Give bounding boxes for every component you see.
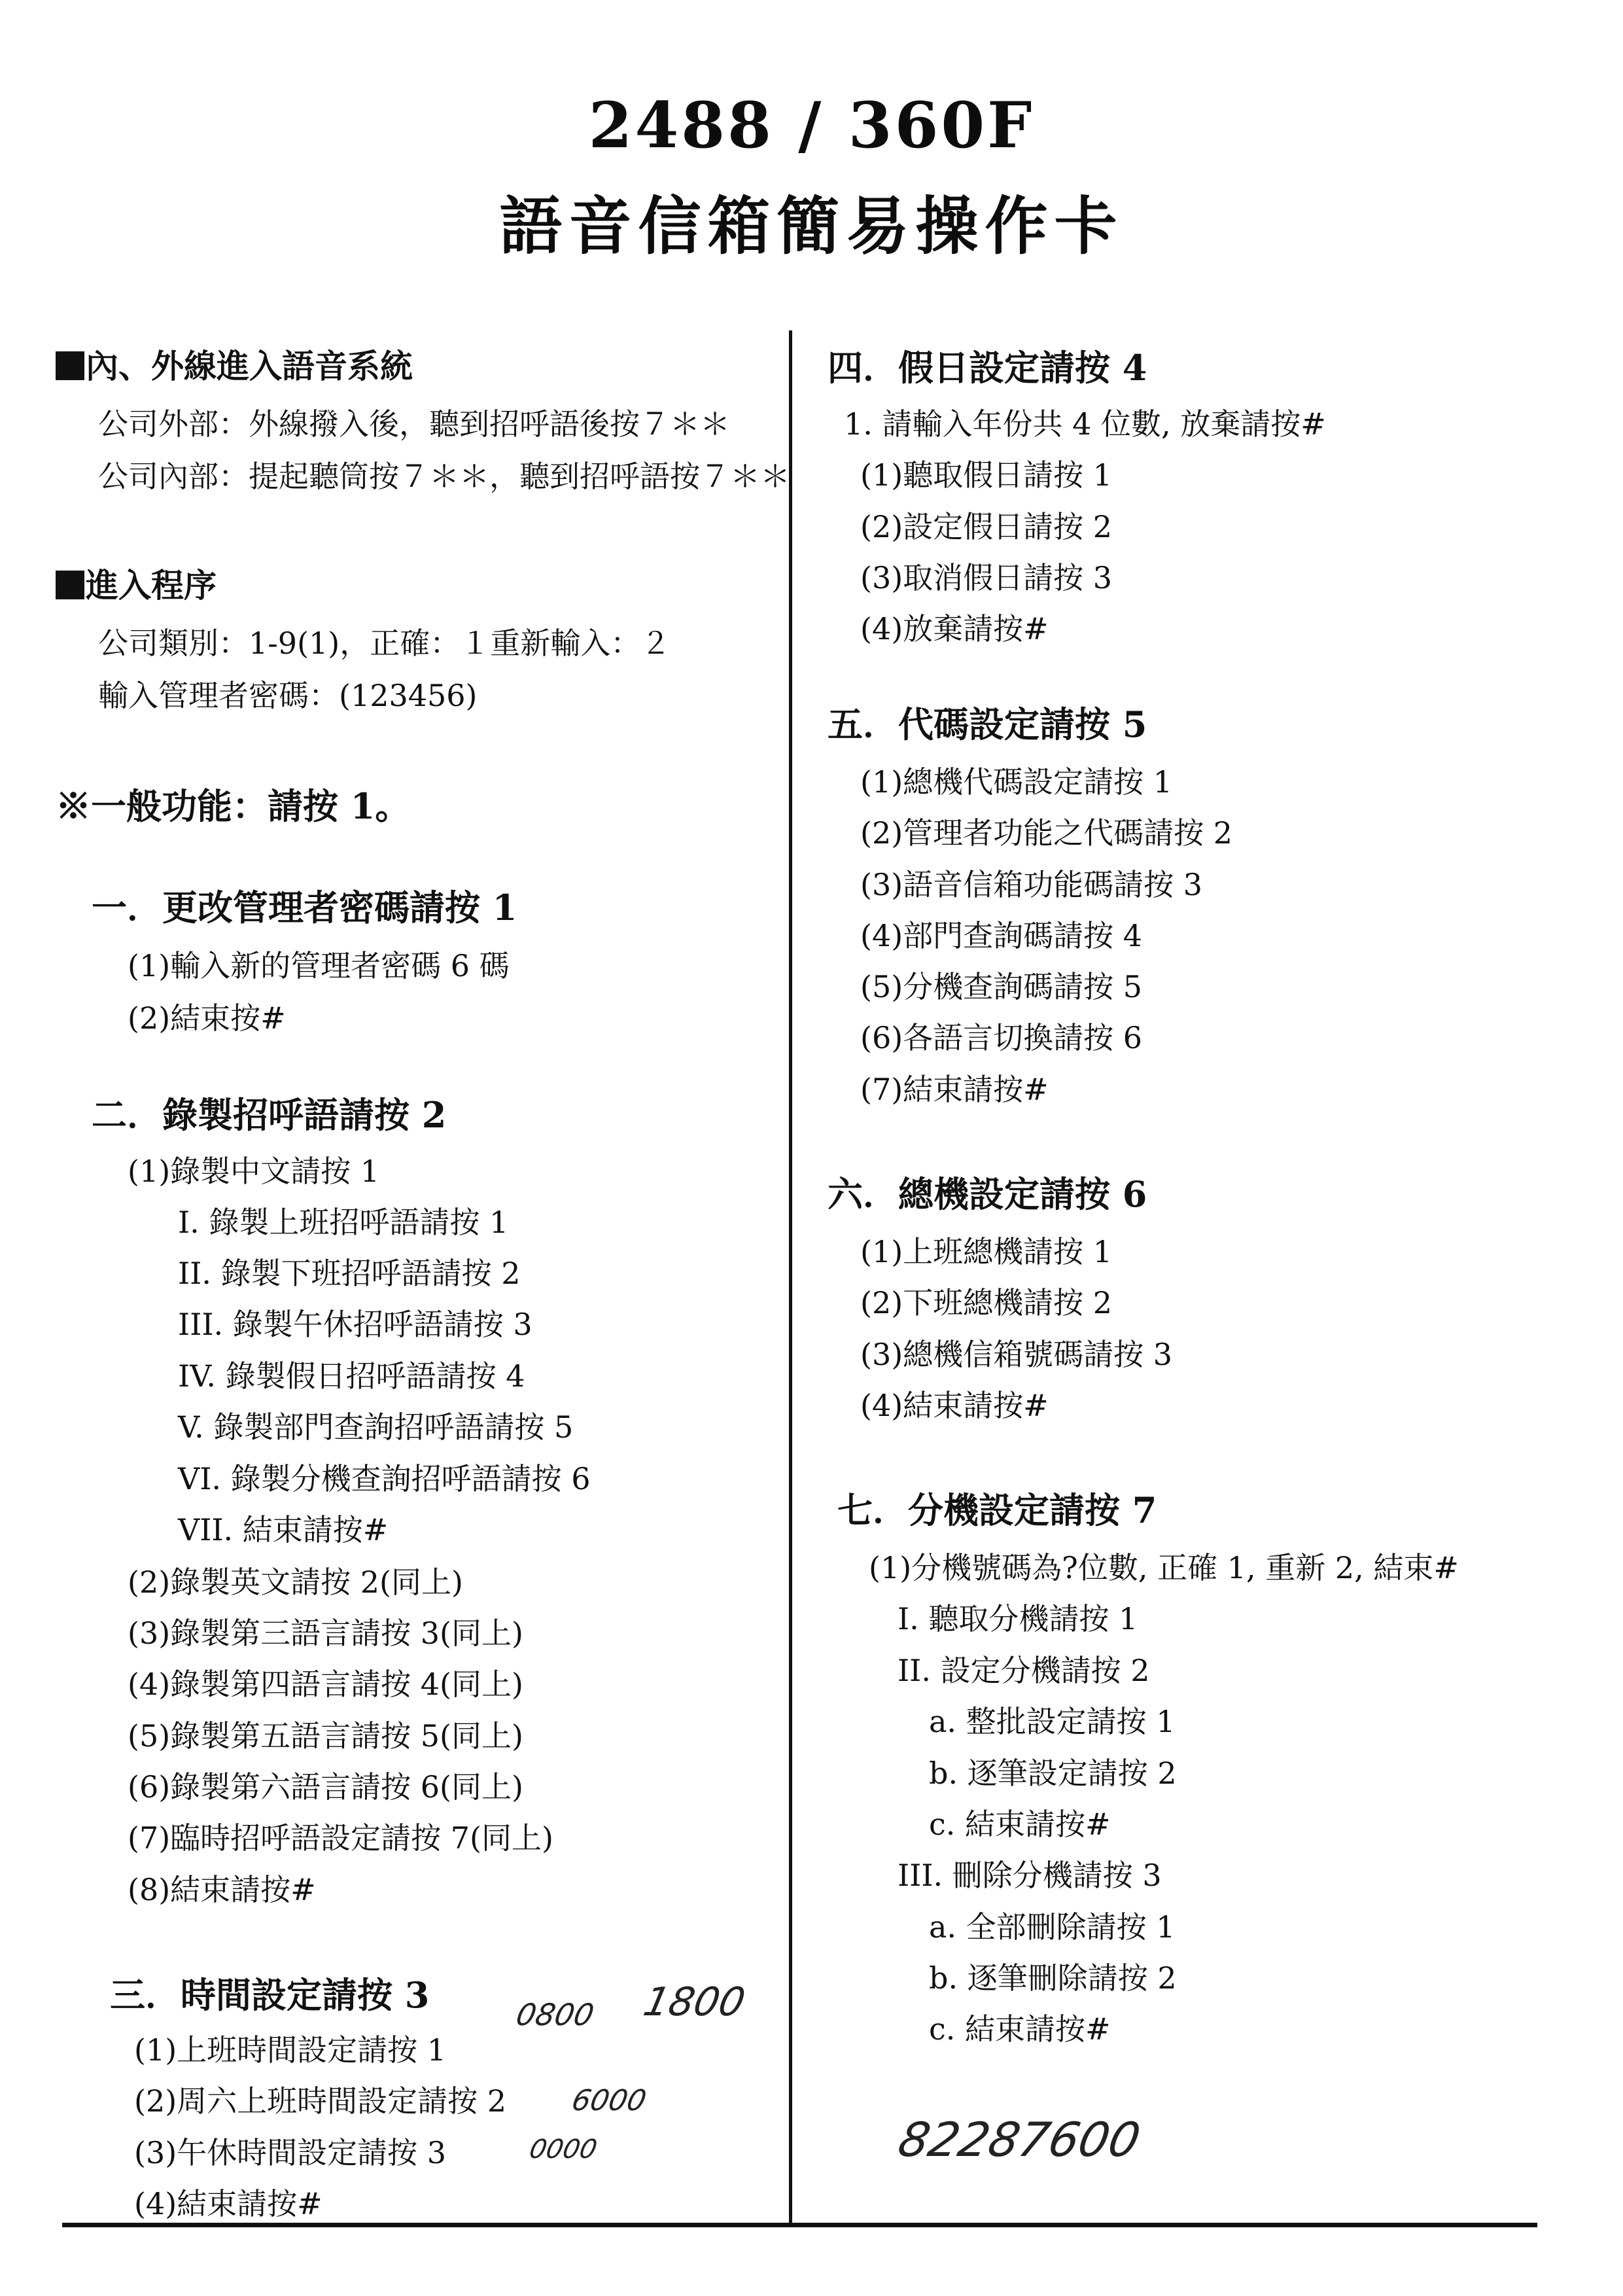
list-item: VII. 結束請按# bbox=[178, 1512, 389, 1547]
list-item: (2)錄製英文請按 2(同上) bbox=[128, 1564, 463, 1600]
list-item: (1)上班時間設定請按 1 bbox=[134, 2032, 447, 2068]
list-item: c. 結束請按# bbox=[929, 2011, 1111, 2047]
list-item: II. 設定分機請按 2 bbox=[898, 1653, 1150, 1688]
list-item: (1)分機號碼為?位數, 正確 1, 重新 2, 結束# bbox=[869, 1550, 1459, 1585]
list-item: a. 全部刪除請按 1 bbox=[929, 1909, 1176, 1945]
card-model-title: 2488 / 360F bbox=[588, 88, 1035, 162]
list-item: V. 錄製部門查詢招呼語請按 5 bbox=[178, 1409, 574, 1445]
handwritten-note: 1800 bbox=[639, 1979, 750, 2025]
list-item: (3)午休時間設定請按 3 bbox=[134, 2135, 447, 2170]
list-item: (6)各語言切換請按 6 bbox=[860, 1020, 1143, 1055]
list-item: III. 刪除分機請按 3 bbox=[898, 1858, 1162, 1893]
sec2-heading: 二．錄製招呼語請按 2 bbox=[92, 1094, 447, 1136]
list-item: (3)錄製第三語言請按 3(同上) bbox=[128, 1616, 523, 1651]
bullet-square-icon bbox=[56, 351, 84, 380]
list-item: (4)錄製第四語言請按 4(同上) bbox=[128, 1667, 523, 1702]
list-item: (2)管理者功能之代碼請按 2 bbox=[860, 815, 1233, 851]
handwritten-note: 6000 bbox=[568, 2084, 650, 2117]
general-function-heading: ※一般功能：請按 1。 bbox=[56, 785, 411, 827]
list-item: (5)錄製第五語言請按 5(同上) bbox=[128, 1718, 523, 1754]
section-heading-lines: 內、外線進入語音系統 bbox=[56, 347, 413, 386]
list-item: VI. 錄製分機查詢招呼語請按 6 bbox=[178, 1461, 591, 1496]
list-item: a. 整批設定請按 1 bbox=[929, 1704, 1176, 1739]
handwritten-note: 0000 bbox=[527, 2134, 600, 2164]
bullet-square-icon bbox=[56, 571, 84, 599]
list-item: (1)聽取假日請按 1 bbox=[860, 457, 1113, 493]
list-item: (1)輸入新的管理者密碼 6 碼 bbox=[128, 948, 510, 983]
list-item: (7)臨時招呼語設定請按 7(同上) bbox=[128, 1820, 553, 1856]
sec7-heading: 七．分機設定請按 7 bbox=[837, 1489, 1157, 1531]
list-item: (1)總機代碼設定請按 1 bbox=[860, 764, 1173, 800]
handwritten-note: 82287600 bbox=[894, 2112, 1145, 2167]
external-access-line: 公司外部：外線撥入後，聽到招呼語後按７＊＊ bbox=[98, 406, 730, 442]
list-item: 1. 請輸入年份共 4 位數, 放棄請按# bbox=[844, 406, 1326, 442]
list-item: (2)周六上班時間設定請按 2 bbox=[134, 2083, 507, 2119]
sec5-heading: 五．代碼設定請按 5 bbox=[828, 703, 1147, 745]
card-name-title: 語音信箱簡易操作卡 bbox=[499, 189, 1124, 263]
admin-password-line: 輸入管理者密碼：(123456) bbox=[98, 678, 478, 713]
list-item: b. 逐筆刪除請按 2 bbox=[929, 1960, 1177, 1996]
list-item: (2)設定假日請按 2 bbox=[860, 509, 1113, 544]
list-item: (6)錄製第六語言請按 6(同上) bbox=[128, 1769, 523, 1805]
list-item: I. 聽取分機請按 1 bbox=[898, 1601, 1138, 1636]
bottom-rule bbox=[62, 2223, 1537, 2227]
list-item: (4)結束請按# bbox=[860, 1388, 1049, 1423]
sec1-heading: 一．更改管理者密碼請按 1 bbox=[92, 887, 517, 928]
list-item: (1)錄製中文請按 1 bbox=[128, 1154, 380, 1189]
list-item: (4)結束請按# bbox=[134, 2186, 323, 2221]
list-item: b. 逐筆設定請按 2 bbox=[929, 1756, 1177, 1791]
list-item: (8)結束請按# bbox=[128, 1872, 316, 1907]
list-item: (3)語音信箱功能碼請按 3 bbox=[860, 867, 1203, 902]
list-item: (2)結束按# bbox=[128, 1000, 286, 1036]
list-item: (4)部門查詢碼請按 4 bbox=[860, 918, 1143, 953]
list-item: III. 錄製午休招呼語請按 3 bbox=[178, 1307, 532, 1342]
handwritten-note: 0800 bbox=[513, 1997, 597, 2032]
list-item: (3)總機信箱號碼請按 3 bbox=[860, 1337, 1173, 1372]
sec3-heading: 三．時間設定請按 3 bbox=[110, 1974, 430, 2016]
list-item: (1)上班總機請按 1 bbox=[860, 1234, 1113, 1269]
list-item: (5)分機查詢碼請按 5 bbox=[860, 969, 1143, 1004]
column-divider bbox=[789, 330, 792, 2223]
list-item: (4)放棄請按# bbox=[860, 611, 1049, 646]
list-item: IV. 錄製假日招呼語請按 4 bbox=[178, 1358, 525, 1394]
internal-access-line: 公司內部：提起聽筒按７＊＊，聽到招呼語按７＊＊ bbox=[98, 459, 790, 494]
sec4-heading: 四．假日設定請按 4 bbox=[828, 347, 1147, 389]
list-item: I. 錄製上班招呼語請按 1 bbox=[178, 1205, 509, 1240]
sec6-heading: 六．總機設定請按 6 bbox=[828, 1173, 1147, 1215]
list-item: (7)結束請按# bbox=[860, 1072, 1049, 1107]
list-item: II. 錄製下班招呼語請按 2 bbox=[178, 1256, 521, 1291]
list-item: c. 結束請按# bbox=[929, 1807, 1111, 1842]
list-item: (3)取消假日請按 3 bbox=[860, 560, 1113, 595]
company-category-line: 公司類別：1-9(1)，正確：１重新輸入：２ bbox=[98, 626, 671, 661]
section-heading-procedure: 進入程序 bbox=[56, 566, 217, 605]
list-item: (2)下班總機請按 2 bbox=[860, 1285, 1113, 1320]
